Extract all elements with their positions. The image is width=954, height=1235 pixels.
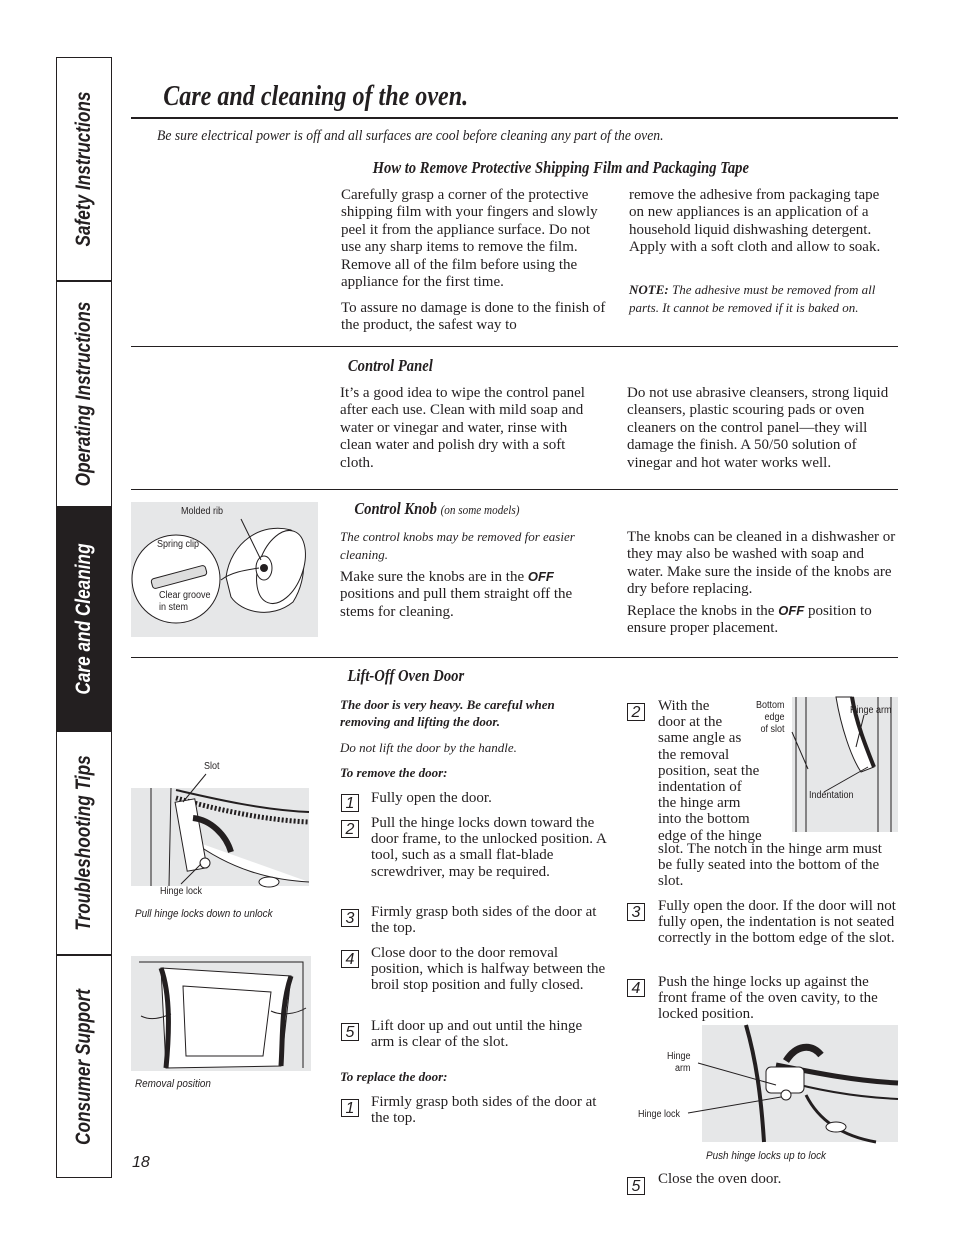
off-label: OFF (527, 569, 554, 584)
control-panel-col2: Do not use abrasive cleansers, strong liquid cleansers, plastic scouring pads or oven cleaners on the control panel—they will damage the finish. A 50/50 solution of vinegar and hot water works well. (627, 385, 889, 471)
knob-col1-post: positions and pull them straight off the stems for cleaning. (340, 586, 573, 620)
fig4-caption: Push hinge locks up to lock (706, 1150, 826, 1162)
label-hinge-lock: Hinge lock (638, 1109, 681, 1120)
replace-door-heading: To replace the door: (340, 1069, 448, 1084)
off-label: OFF (778, 603, 805, 618)
line: position, seat the (658, 762, 760, 779)
remove-step-2: Pull the hinge locks down toward the door frame, to the unlocked position. A tool, such as a small flat-blade screwdriver, may be required. (371, 815, 606, 880)
removal-position-figure (131, 956, 311, 1071)
tab-operating-instructions[interactable]: Operating Instructions (56, 281, 112, 507)
remove-step-4: Close door to the door removal position, which is halfway between the broil stop position and fully closed. (371, 945, 606, 994)
step-number: 1 (341, 1099, 359, 1117)
line: the removal (658, 746, 730, 763)
door-caution: The door is very heavy. Be careful when removing and lifting the door. (340, 697, 555, 729)
control-knob-models: (on some models) (440, 502, 520, 517)
label-slot: Slot (204, 761, 220, 772)
divider (131, 489, 898, 490)
remove-step-1: Fully open the door. (371, 790, 492, 806)
remove-door-heading: To remove the door: (340, 765, 448, 780)
step-number: 5 (341, 1023, 359, 1041)
tab-troubleshooting-tips[interactable]: Troubleshooting Tips (56, 731, 112, 955)
label-indentation: Indentation (809, 790, 854, 801)
knob-illustration (131, 502, 318, 637)
shipping-col2-p1: remove the adhesive from packaging tape on new appliances is an application of a household liquid dishwashing detergent. Apply with a soft cloth and allow to soak. (629, 187, 881, 256)
page-title: Care and cleaning of the oven. (163, 80, 469, 112)
label-hinge-arm: Hinge arm (850, 705, 892, 716)
page-subtitle: Be sure electrical power is off and all surfaces are cool before cleaning any part of the oven. (157, 128, 664, 144)
line: the hinge arm (658, 795, 741, 812)
knob-diagram (131, 502, 318, 637)
control-knob-title: Control Knob (354, 499, 437, 518)
shipping-col1-p2: To assure no damage is done to the finish of the product, the safest way to (341, 300, 606, 334)
title-rule (131, 117, 898, 119)
step-number: 3 (341, 909, 359, 927)
hinge-unlock-illustration (131, 760, 311, 890)
step-number: 2 (341, 820, 359, 838)
note-label: NOTE: (629, 282, 669, 297)
knob-col2-p1: The knobs can be cleaned in a dishwasher or they may also be washed with soap and water. Make sure the inside of the knobs are dry before replacing. (627, 529, 896, 598)
label-hinge-arm: Hinge arm (667, 1051, 691, 1074)
replace-step-2-rest: slot. The notch in the hinge arm must be fully seated into the bottom of the slot. (658, 841, 882, 890)
step-number: 4 (627, 979, 645, 997)
hinge-unlock-figure (131, 760, 311, 897)
step-number: 1 (341, 794, 359, 812)
removal-position-illustration (131, 956, 311, 1071)
shipping-heading: How to Remove Protective Shipping Film and Packaging Tape (372, 158, 749, 177)
step-number: 5 (627, 1177, 645, 1195)
label-hinge-lock: Hinge lock (160, 886, 203, 897)
step-number: 4 (341, 950, 359, 968)
line: edge of the hinge (658, 827, 762, 844)
line: indentation of (658, 779, 742, 796)
step-number: 3 (627, 903, 645, 921)
label-molded-rib: Molded rib (181, 506, 224, 517)
divider (131, 346, 898, 347)
divider (131, 657, 898, 658)
tab-care-and-cleaning[interactable]: Care and Cleaning (56, 507, 112, 731)
knob-col2-p2 (627, 602, 899, 638)
shipping-note (629, 281, 875, 316)
control-panel-heading: Control Panel (347, 356, 433, 375)
knob-col1 (340, 568, 605, 621)
replace-step-5: Close the oven door. (658, 1171, 782, 1187)
control-panel-col1: It’s a good idea to wipe the control panel after each use. Clean with mild soap and water or vinegar and water, rinse with clean water and polish dry with a soft cloth. (340, 385, 585, 471)
hinge-seat-figure (756, 697, 898, 832)
knob-italic-note: The control knobs may be removed for easier cleaning. (340, 529, 575, 562)
fig2-caption: Removal position (135, 1078, 211, 1090)
replace-step-3: Fully open the door. If the door will not fully open, the indentation is not seated correctly in the bottom edge of the slot. (658, 898, 896, 947)
label-bottom-edge: Bottom edge of slot (756, 700, 785, 735)
line: With the (658, 698, 710, 714)
tab-consumer-support[interactable]: Consumer Support (56, 955, 112, 1178)
line: door at the (658, 714, 723, 731)
remove-step-3: Firmly grasp both sides of the door at the top. (371, 904, 597, 937)
remove-step-5: Lift door up and out until the hinge arm is clear of the slot. (371, 1018, 583, 1051)
knob-col2-post: position to ensure proper placement. (627, 603, 872, 637)
step-number: 2 (627, 703, 645, 721)
knob-col2-pre: Replace the knobs in the (627, 603, 775, 619)
note-line1: The adhesive must be removed from all (671, 282, 876, 297)
door-warning: Do not lift the door by the handle. (340, 740, 517, 755)
label-clear-groove: Clear groove in stem (159, 590, 211, 613)
replace-step-1: Firmly grasp both sides of the door at the top. (371, 1094, 597, 1127)
label-spring-clip: Spring clip (157, 539, 200, 550)
tab-safety-instructions[interactable]: Safety Instructions (56, 57, 112, 281)
hinge-lock-illustration (636, 1025, 898, 1142)
side-tabs (56, 57, 112, 1178)
note-line2: parts. It cannot be removed if it is baked on. (629, 299, 859, 315)
knob-col1-pre: Make sure the knobs are in the (340, 569, 525, 585)
replace-step-4: Push the hinge locks up against the front frame of the oven cavity, to the locked position. (658, 974, 878, 1023)
control-knob-heading (354, 499, 519, 519)
hinge-lock-figure (636, 1025, 898, 1142)
page-number: 18 (132, 1154, 150, 1171)
door-heading: Lift-Off Oven Door (347, 666, 465, 685)
line: into the bottom (658, 811, 750, 828)
shipping-col1-p1: Carefully grasp a corner of the protective shipping film with your fingers and slowly peel it from the appliance surface. Do not use any sharp items to remove the film. Remove all of the film before using the appliance for the first time. (341, 187, 598, 291)
fig1-caption: Pull hinge locks down to unlock (135, 908, 273, 920)
line: same angle as (658, 730, 742, 747)
